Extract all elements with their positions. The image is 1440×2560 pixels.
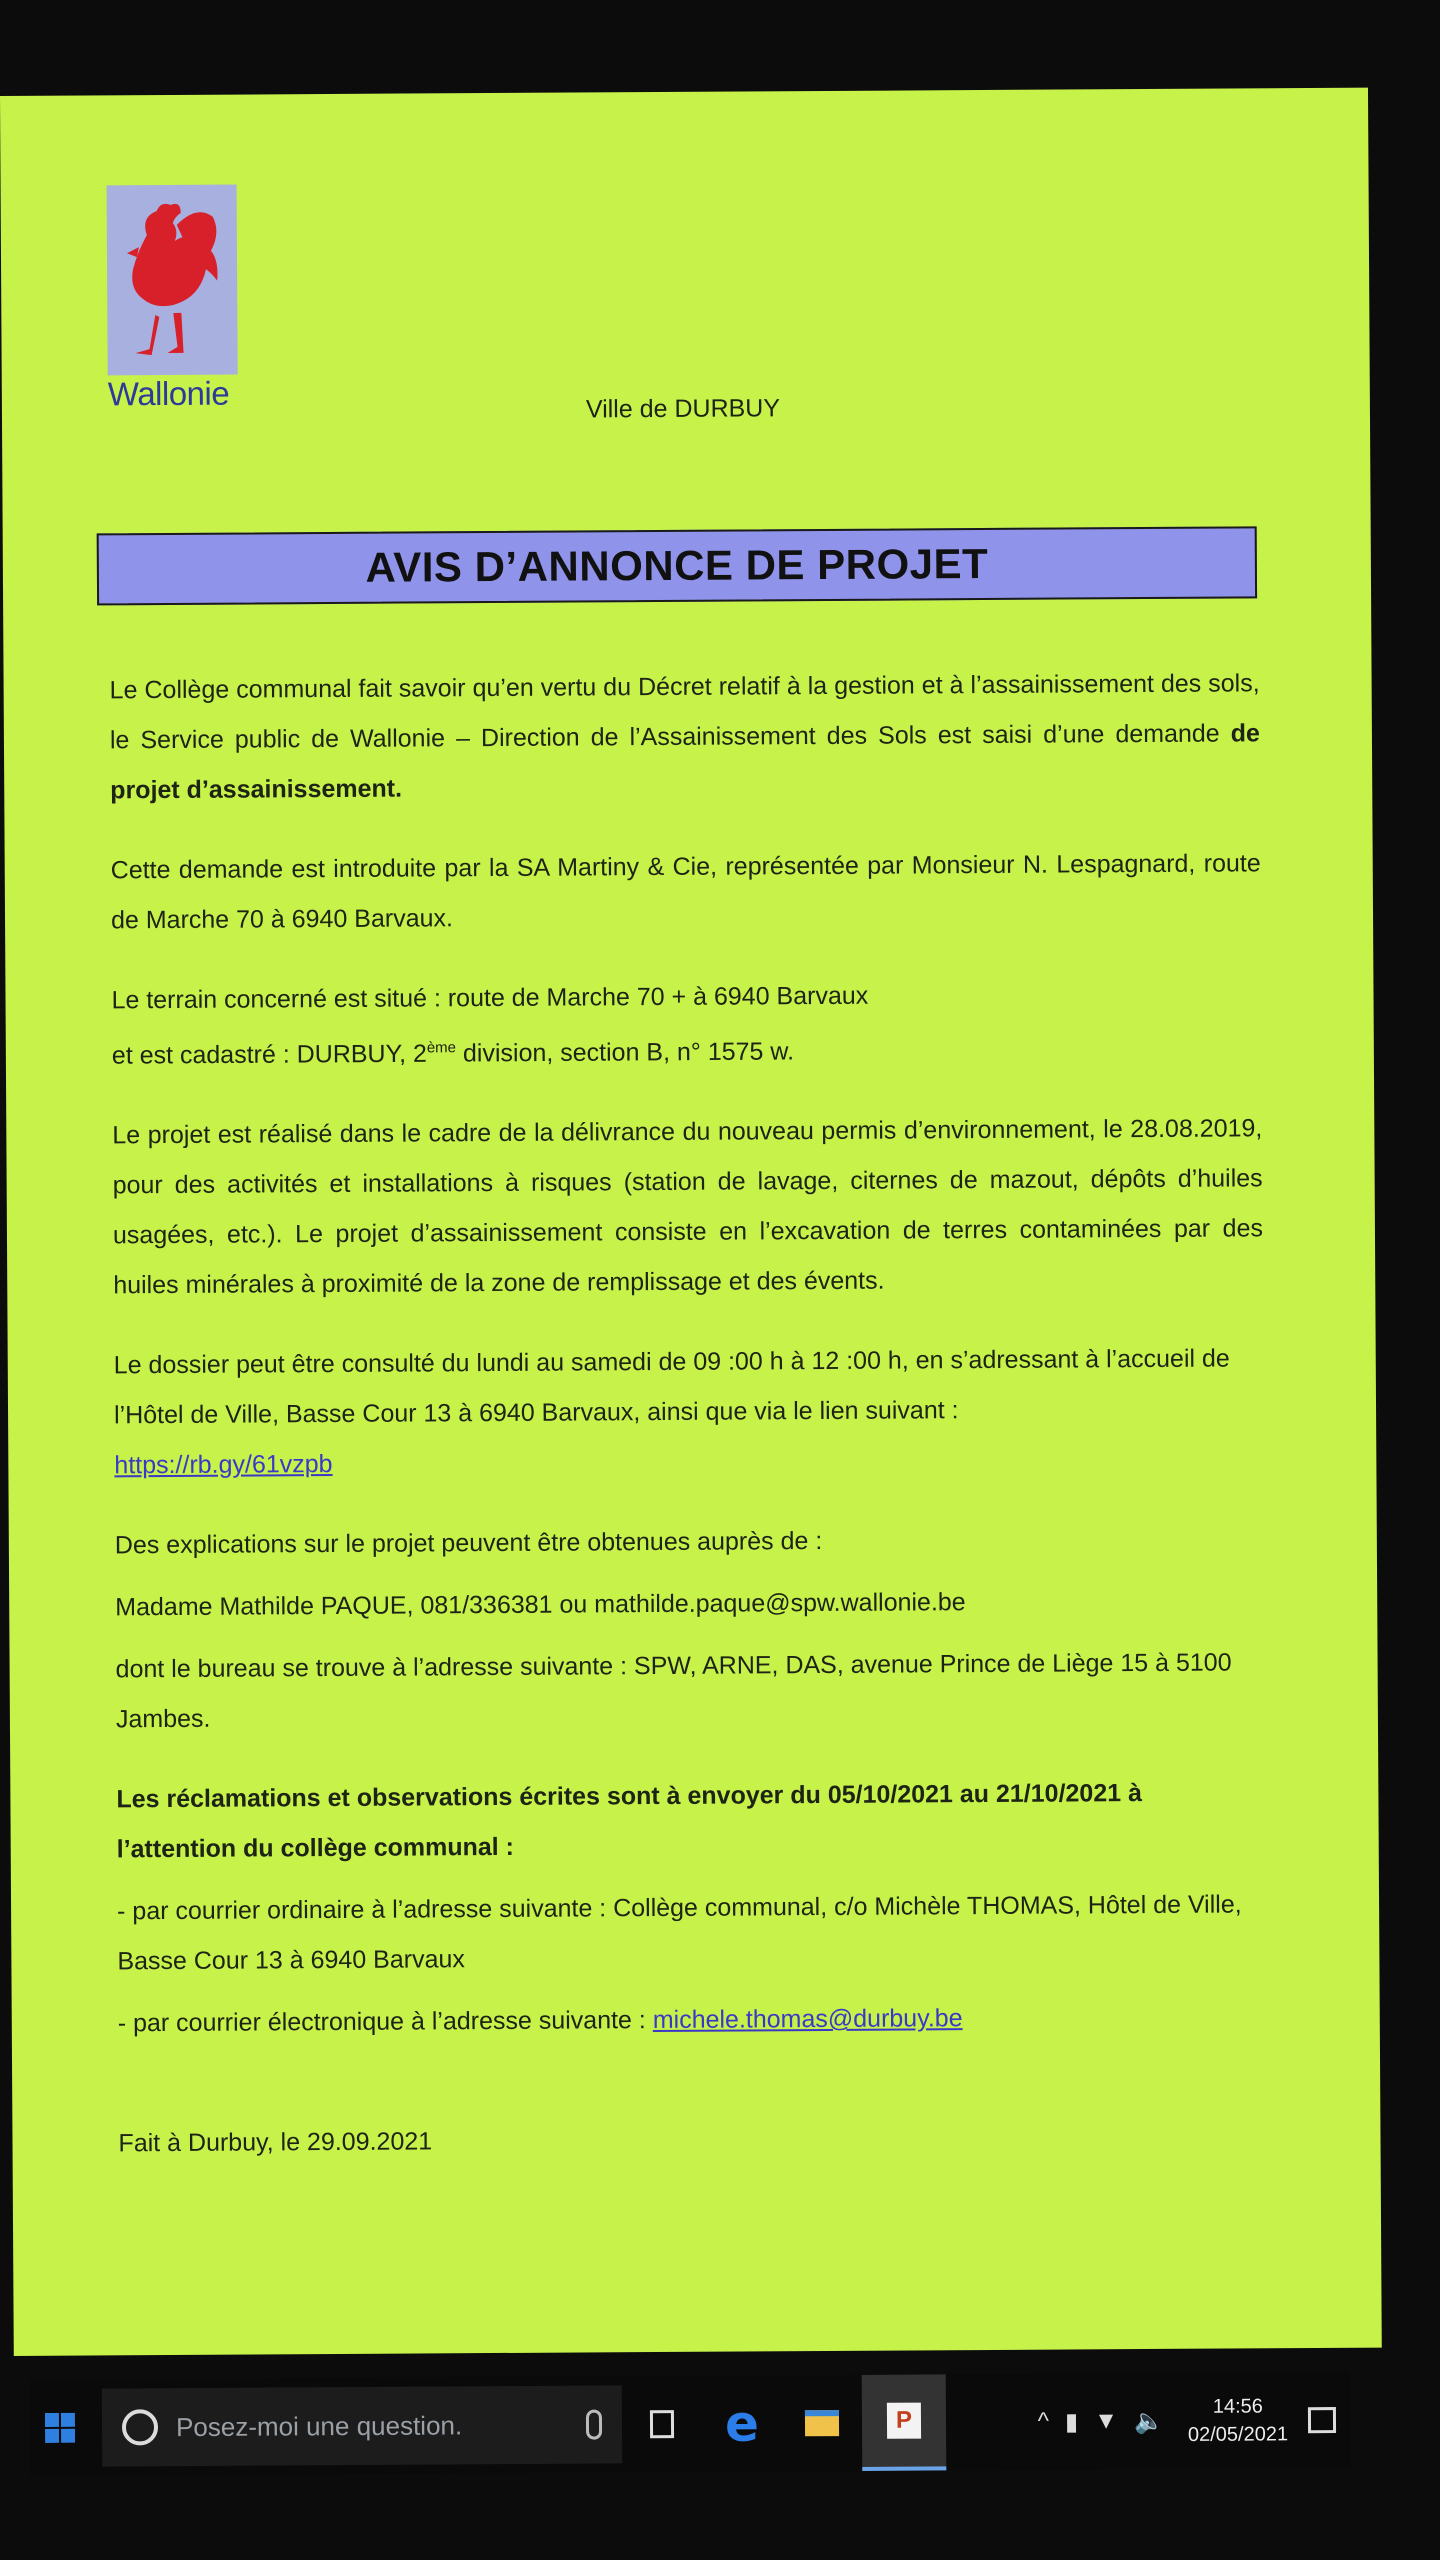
- network-icon[interactable]: ▼: [1094, 2407, 1119, 2435]
- city-name: Ville de DURBUY: [585, 394, 781, 424]
- edge-button[interactable]: [702, 2375, 783, 2471]
- powerpoint-button[interactable]: [862, 2374, 947, 2471]
- intro-bold: de projet d’assainissement.: [110, 719, 1260, 805]
- paragraph-claims: Les réclamations et observations écrites sont à envoyer du 05/10/2021 au 21/10/2021 à l’attention du collège communal :: [116, 1779, 1143, 1864]
- microphone-icon[interactable]: [586, 2410, 602, 2440]
- windows-icon: [45, 2413, 75, 2443]
- rooster-icon: [107, 185, 238, 376]
- battery-icon[interactable]: ▮: [1064, 2408, 1079, 2436]
- task-view-button[interactable]: [622, 2376, 703, 2472]
- paragraph-consultation: [114, 1334, 1265, 1491]
- cortana-icon: [122, 2409, 158, 2445]
- notification-icon[interactable]: [1308, 2407, 1336, 2433]
- signature-date: Fait à Durbuy, le 29.09.2021: [118, 2127, 433, 2158]
- paragraph-postal: - par courrier ordinaire à l’adresse suivante : Collège communal, c/o Michèle THOMAS, Hôtel de Ville, Basse Cour 13 à 6940 Barvaux: [117, 1890, 1242, 1976]
- paragraph-explanations: Des explications sur le projet peuvent être obtenues auprès de :: [114, 1527, 823, 1560]
- volume-icon[interactable]: 🔈: [1133, 2407, 1164, 2435]
- clock[interactable]: [1188, 2392, 1288, 2449]
- dossier-link[interactable]: https://rb.gy/61vzpb: [114, 1450, 333, 1480]
- edge-icon: e: [724, 2394, 760, 2453]
- taskbar-search[interactable]: [102, 2385, 622, 2466]
- task-view-icon: [650, 2410, 674, 2438]
- clock-time: 14:56: [1212, 2395, 1263, 2418]
- consultation-text: Le dossier peut être consulté du lundi au samedi de 09 :00 h à 12 :00 h, en s’adressant à l’accueil de l’Hôtel de Ville, Basse Cour 13 à 6940 Barvaux, ainsi que via le lien suivant :: [113, 1344, 1230, 1430]
- location-line-2b: division, section B, n° 1575 w.: [455, 1037, 795, 1068]
- start-button[interactable]: [30, 2380, 91, 2476]
- wallonie-logo: [107, 185, 240, 413]
- paragraph-location: [111, 968, 1262, 1080]
- paragraph-office: dont le bureau se trouve à l’adresse suivante : SPW, ARNE, DAS, avenue Prince de Liège 15 à 5100 Jambes.: [115, 1648, 1232, 1734]
- location-sup: ème: [426, 1039, 457, 1057]
- email-text: - par courrier électronique à l’adresse suivante :: [117, 2006, 653, 2038]
- logo-text: Wallonie: [107, 374, 230, 413]
- paragraph-project: Le projet est réalisé dans le cadre de la délivrance du nouveau permis d’environnement, le 28.08.2019, pour des activités et installations à risques (station de lavage, citernes de mazout, dépôts d’huiles usagées, etc.). Le projet d’assainissement consiste en l’excavation de terres contaminées par des huiles minérales à proximité de la zone de remplissage et des évents.: [112, 1114, 1264, 1300]
- location-line-1: Le terrain concerné est situé : route de Marche 70 + à 6940 Barvaux: [111, 981, 869, 1015]
- taskbar: [30, 2372, 1351, 2476]
- document-page: [101, 178, 1271, 2158]
- paragraph-email: [118, 1992, 1268, 2049]
- paragraph-contact: Madame Mathilde PAQUE, 081/336381 ou mathilde.paque@spw.wallonie.be: [115, 1588, 966, 1622]
- system-tray: [1030, 2392, 1351, 2450]
- file-explorer-button[interactable]: [782, 2375, 863, 2471]
- email-link[interactable]: michele.thomas@durbuy.be: [652, 2004, 963, 2035]
- powerpoint-icon: P: [887, 2403, 921, 2439]
- clock-date: 02/05/2021: [1187, 2423, 1289, 2446]
- document-body: [109, 658, 1268, 2198]
- chevron-up-icon[interactable]: ^: [1037, 2407, 1050, 2435]
- location-line-2a: et est cadastré : DURBUY, 2: [111, 1039, 427, 1070]
- search-placeholder: Posez-moi une question.: [175, 2409, 463, 2442]
- paragraph-applicant: Cette demande est introduite par la SA Martiny & Cie, représentée par Monsieur N. Lespagnard, route de Marche 70 à 6940 Barvaux.: [110, 849, 1261, 935]
- intro-text: Le Collège communal fait savoir qu’en vertu du Décret relatif à la gestion et à l’assainissement des sols, le Service public de Wallonie – Direction de l’Assainissement des Sols est saisi d’une demande: [109, 669, 1260, 755]
- monitor-screen: [0, 88, 1382, 2356]
- page-title: AVIS D’ANNONCE DE PROJET: [97, 526, 1257, 605]
- folder-icon: [805, 2410, 839, 2436]
- paragraph-intro: [109, 658, 1260, 815]
